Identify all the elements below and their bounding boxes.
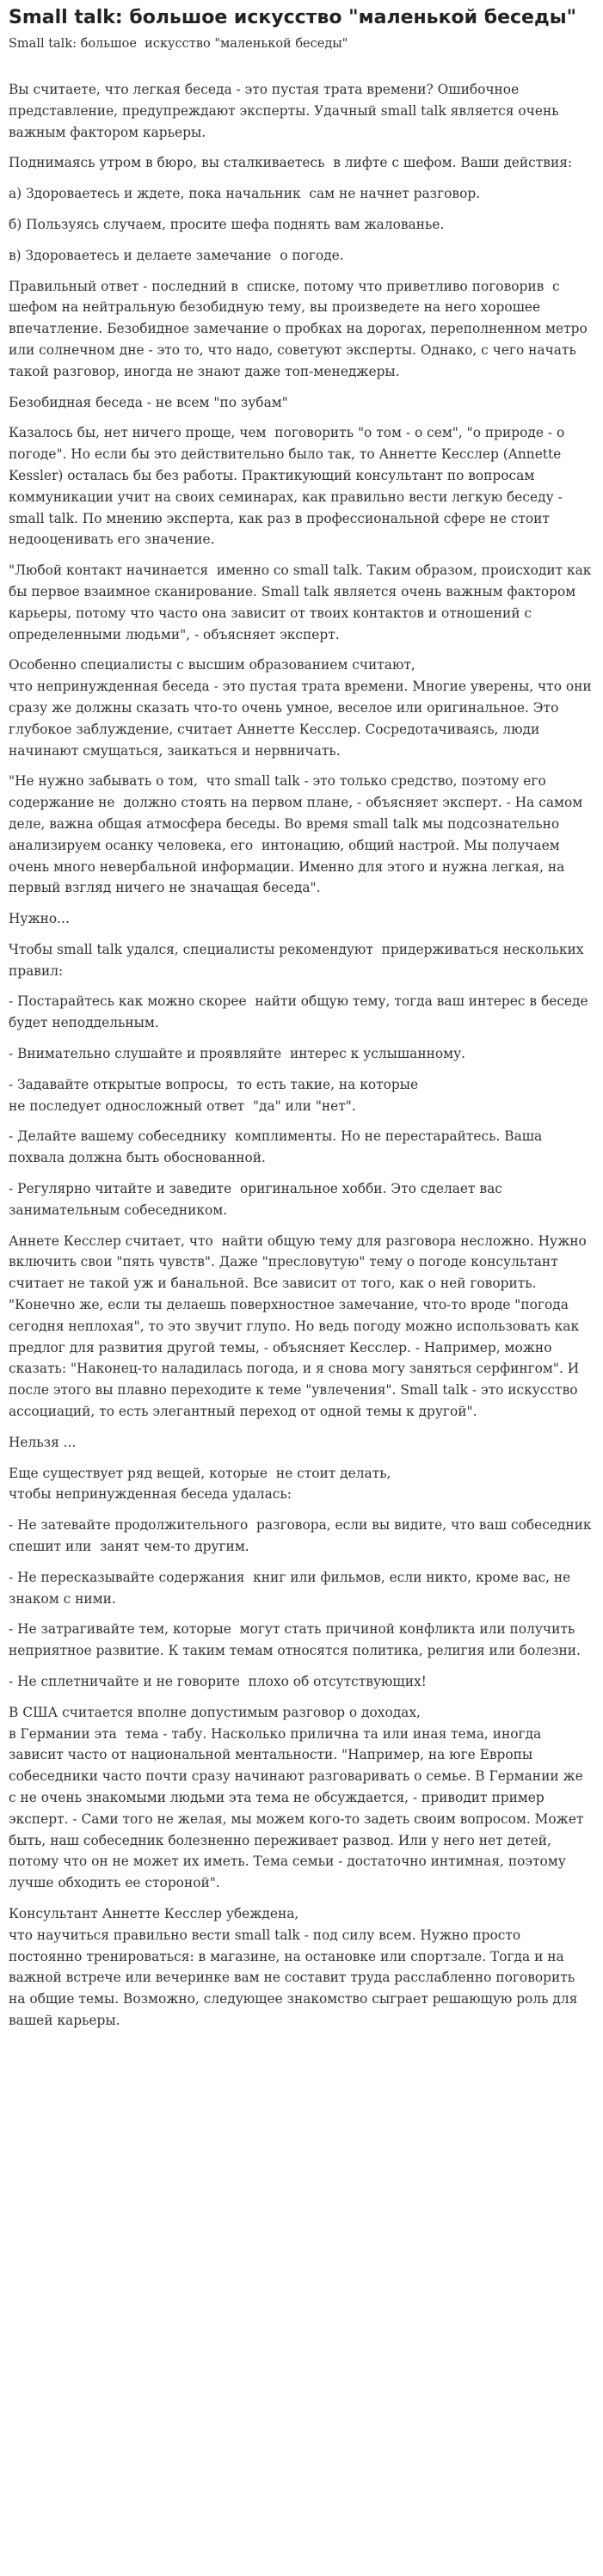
paragraph: Еще существует ряд вещей, которые не стоит делать, чтобы непринужденная беседа удалась: <box>9 1465 391 1503</box>
article-subtitle: Small talk: большое искусство "маленькой беседы" <box>9 37 348 51</box>
section-heading: Нельзя ... <box>9 1434 77 1450</box>
paragraph: "Любой контакт начинается именно со small talk. Таким образом, происходит как бы первое взаимное сканирование. Small talk является очень важным фактором карьеры, потому что часто она зависит от твоих контактов и отношений с определенными людьми", - объясняет эксперт. <box>9 563 596 642</box>
paragraph: Аннете Кесслер считает, что найти общую тему для разговора несложно. Нужно включить свои "пять чувств". Даже "пресловутую" тему о погоде консультант считает не такой уж и банальной. Все зависит от того, как о ней говорить. "Конечно же, если ты делаешь поверхностное замечание, что-то вроде "погода сегодня неплохая", то это звучит глупо. Но ведь погоду можно использовать как предлог для развития другой темы, - объясняет Кесслер. - Например, можно сказать: "Наконец-то наладилась погода, и я снова могу заняться серфингом". И после этого вы плавно переходите к теме "увлечения". Small talk - это искусство ассоциаций, то есть элегантный переход от одной темы к другой". <box>9 1233 591 1420</box>
list-item: - Не затрагивайте тем, которые могут стать причиной конфликта или получить неприятное развитие. К таким темам относятся политика, религия или болезни. <box>9 1621 581 1659</box>
paragraph: в) Здороваетесь и делаете замечание о погоде. <box>9 247 344 263</box>
paragraph: а) Здороваетесь и ждете, пока начальник сам не начнет разговор. <box>9 186 481 202</box>
paragraph: Консультант Аннетте Кесслер убеждена, что научиться правильно вести small talk - под силу всем. Нужно просто постоянно тренироваться: в магазине, на остановке или спортзале. Тогда и на важной встрече или вечеринке вам не составит труда расслабленно поговорить на общие темы. Возможно, следующее знакомство сыграет решающую роль для вашей карьеры. <box>9 1905 578 2028</box>
article-body <box>9 79 594 2032</box>
paragraph: Чтобы small talk удался, специалисты рекомендуют придерживаться нескольких правил: <box>9 941 588 979</box>
paragraph: Поднимаясь утром в бюро, вы сталкиваетесь в лифте с шефом. Ваши действия: <box>9 155 573 171</box>
list-item: - Задавайте открытые вопросы, то есть такие, на которые не последует односложный ответ "да" или "нет". <box>9 1076 419 1114</box>
paragraph: Казалось бы, нет ничего проще, чем поговорить "о том - о сем", "о природе - о погоде". Но если бы это действительно было так, то Аннетте Кесслер (Annette Kessler) осталась бы без работы. Практикующий консультант по вопросам коммуникации учит на своих семинарах, как правильно вести легкую беседу - small talk. По мнению эксперта, как раз в профессиональной сфере не стоит недооценивать его значение. <box>9 425 569 548</box>
paragraph: б) Пользуясь случаем, просите шефа поднять вам жалованье. <box>9 216 445 232</box>
paragraph: Вы считаете, что легкая беседа - это пустая трата времени? Ошибочное представление, предупреждают эксперты. Удачный small talk является очень важным фактором карьеры. <box>9 82 563 140</box>
paragraph: Особенно специалисты с высшим образованием считают, что непринужденная беседа - это пустая трата времени. Многие уверены, что они сразу же должны сказать что-то очень умное, веселое или оригинальное. Это глубокое заблуждение, считает Аннетте Кесслер. Сосредотачиваясь, люди начинают смущаться, заикаться и нервничать. <box>9 657 592 759</box>
list-item: - Не пересказывайте содержания книг или фильмов, если никто, кроме вас, не знаком с ними. <box>9 1569 575 1607</box>
list-item: - Не сплетничайте и не говорите плохо об отсутствующих! <box>9 1674 427 1689</box>
list-item: - Регулярно читайте и заведите оригинальное хобби. Это сделает вас занимательным собеседником. <box>9 1181 507 1218</box>
paragraph: Правильный ответ - последний в списке, потому что приветливо поговорив с шефом на нейтральную безобидную тему, вы произведете на него хорошее впечатление. Безобидное замечание о пробках на дорогах, переполненном метро или солнечном дне - это то, что надо, советуют эксперты. Однако, с чего начать такой разговор, иногда не знают даже топ-менеджеры. <box>9 278 592 379</box>
section-heading: Нужно... <box>9 911 70 927</box>
list-item: - Не затевайте продолжительного разговора, если вы видите, что ваш собеседник спешит или занят чем-то другим. <box>9 1517 596 1555</box>
section-heading: Безобидная беседа - не всем "по зубам" <box>9 394 288 410</box>
paragraph: "Не нужно забывать о том, что small talk - это только средство, поэтому его содержание не должно стоять на первом плане, - объясняет эксперт. - На самом деле, важна общая атмосфера беседы. Во время small talk мы подсознательно анализируем осанку человека, его интонацию, общий настрой. Мы получаем очень много невербальной информации. Именно для этого и нужна легкая, на первый взгляд ничего не значащая беседа". <box>9 773 583 896</box>
article-title: Small talk: большое искусство "маленькой беседы" <box>9 7 577 28</box>
list-item: - Внимательно слушайте и проявляйте интерес к услышанному. <box>9 1046 466 1062</box>
list-item: - Постарайтесь как можно скорее найти общую тему, тогда ваш интерес в беседе будет неподдельным. <box>9 993 593 1031</box>
list-item: - Делайте вашему собеседнику комплименты. Но не перестарайтесь. Ваша похвала должна быть обоснованной. <box>9 1128 547 1166</box>
paragraph: В США считается вполне допустимым разговор о доходах, в Германии эта тема - табу. Насколько прилична та или иная тема, иногда зависит часто от национальной ментальности. "Например, на юге Европы собеседники часто почти сразу начинают разговаривать о семье. В Германии же с не очень знакомыми людьми эта тема не обсуждается, - приводит пример эксперт. - Сами того не желая, мы можем кого-то задеть своим вопросом. Может быть, наш собеседник болезненно переживает развод. Или у него нет детей, потому что он не может их иметь. Тема семьи - достаточно интимная, поэтому лучше обходить ее стороной". <box>9 1704 584 1891</box>
